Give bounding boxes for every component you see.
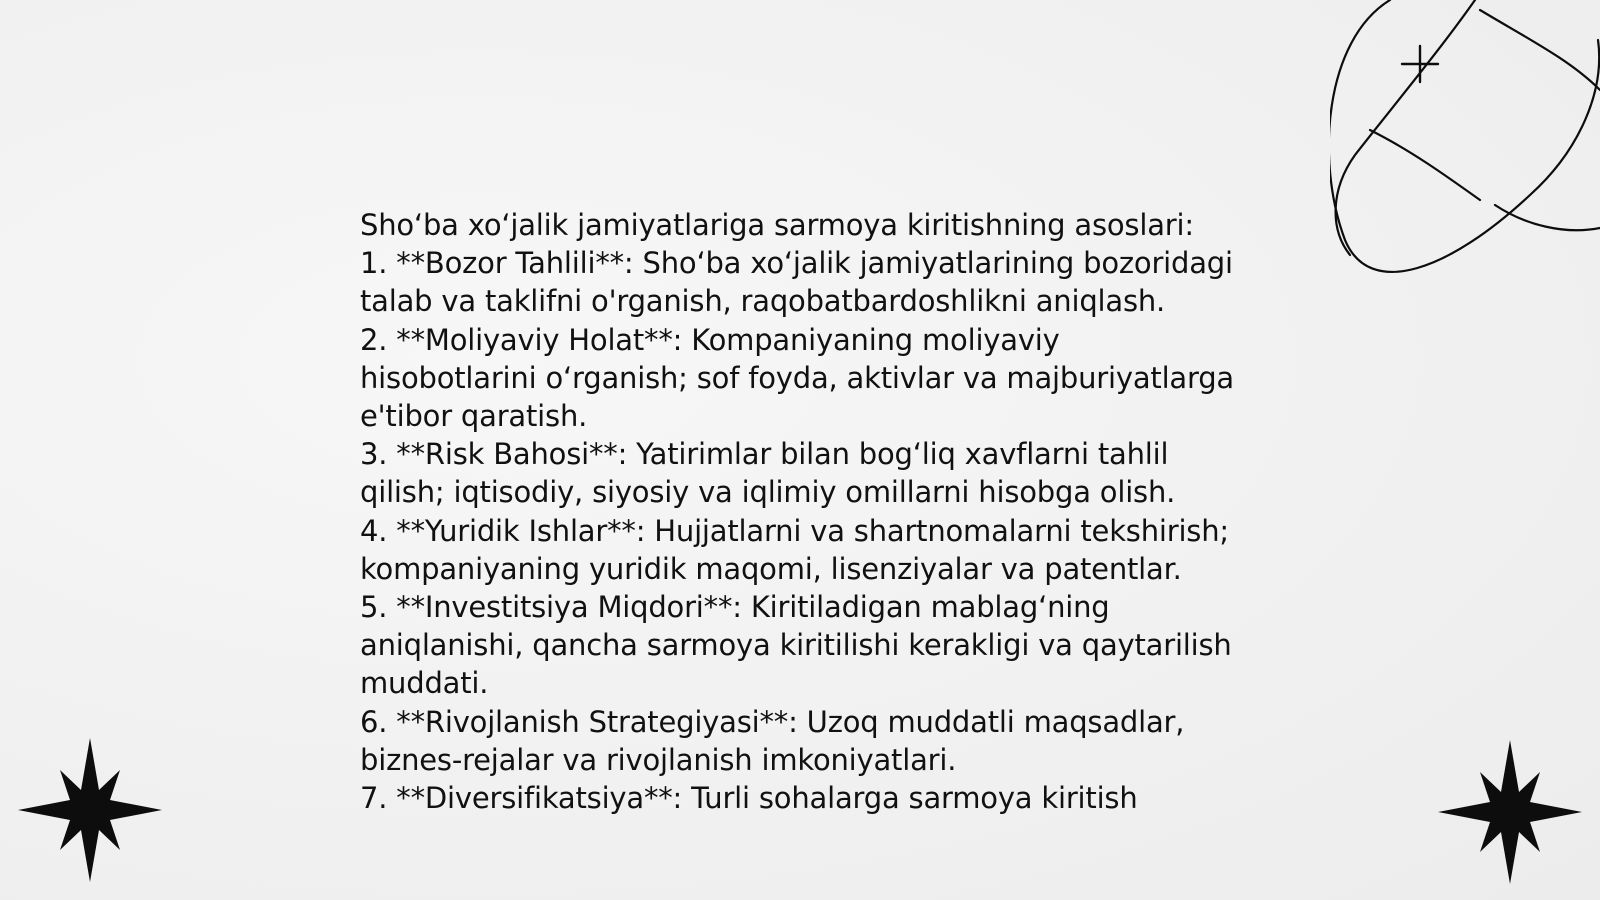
orbit-sparkle-icon [1330, 0, 1600, 290]
list-item: 2. **Moliyaviy Holat**: Kompaniyaning moliyaviy hisobotlarini o‘rganish; sof foyda, aktivlar va majburiyatlarga e'tibor qaratish. [360, 322, 1234, 434]
list-item: 5. **Investitsiya Miqdori**: Kiritiladigan mablag‘ning aniqlanishi, qancha sarmoya kiritilishi kerakligi va qaytarilish muddati. [360, 590, 1232, 701]
list-item: 3. **Risk Bahosi**: Yatirimlar bilan bog‘liq xavflarni tahlil qilish; iqtisodiy, siyosiy va iqlimiy omillarni hisobga olish. [360, 437, 1176, 510]
four-point-star-icon [1438, 740, 1582, 884]
list-item: 1. **Bozor Tahlili**: Sho‘ba xo‘jalik jamiyatlarining bozoridagi talab va taklifni o'rganish, raqobatbardoshlikni aniqlash. [360, 246, 1233, 319]
slide-heading: Sho‘ba xo‘jalik jamiyatlariga sarmoya kiritishning asoslari: [360, 208, 1194, 242]
slide-text-body [360, 206, 1240, 817]
list-item: 6. **Rivojlanish Strategiyasi**: Uzoq muddatli maqsadlar, biznes-rejalar va rivojlanish imkoniyatlari. [360, 704, 1185, 777]
list-item: 7. **Diversifikatsiya**: Turli sohalarga sarmoya kiritish [360, 781, 1138, 816]
four-point-star-icon [18, 738, 162, 882]
list-item: 4. **Yuridik Ishlar**: Hujjatlarni va shartnomalarni tekshirish; kompaniyaning yuridik maqomi, lisenziyalar va patentlar. [360, 513, 1229, 586]
